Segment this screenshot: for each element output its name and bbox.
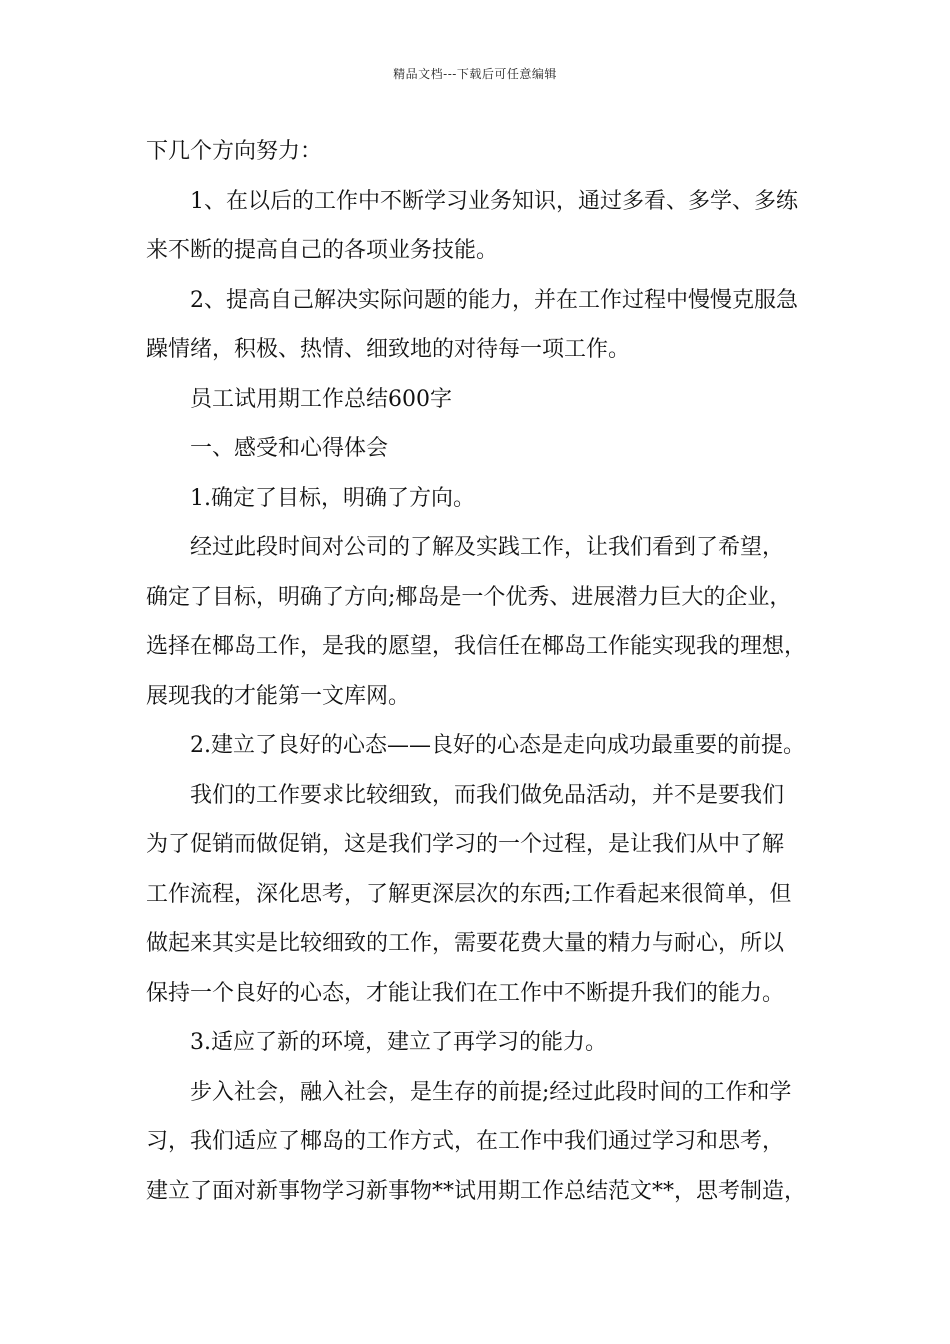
text-line: 确定了目标，明确了方向;椰岛是一个优秀、进展潜力巨大的企业， [146, 584, 792, 610]
text-line: 为了促销而做促销，这是我们学习的一个过程，是让我们从中了解 [146, 832, 785, 857]
section-title: 员工试用期工作总结600字 [190, 386, 452, 412]
text-line: 下几个方向努力： [146, 139, 323, 164]
subsection-heading: 1.确定了目标，明确了方向。 [190, 485, 475, 511]
text-line: 来不断的提高自己的各项业务技能。 [146, 238, 499, 263]
text-line: 2、提高自己解决实际问题的能力，并在工作过程中慢慢克服急 [190, 287, 798, 313]
text-line: 我们的工作要求比较细致，而我们做免品活动，并不是要我们 [190, 782, 785, 808]
text-line: 习，我们适应了椰岛的工作方式，在工作中我们通过学习和思考， [146, 1129, 785, 1154]
text-line: 步入社会，融入社会，是生存的前提;经过此段时间的工作和学 [190, 1079, 792, 1105]
page-header: 精品文档---下载后可任意编辑 [393, 67, 557, 81]
text-line: 经过此段时间对公司的了解及实践工作，让我们看到了希望， [190, 535, 785, 560]
subsection-heading: 2.建立了良好的心态——良好的心态是走向成功最重要的前提。 [190, 733, 805, 758]
document-body [146, 127, 826, 1216]
text-line: 1、在以后的工作中不断学习业务知识，通过多看、多学、多练 [190, 188, 798, 214]
subsection-heading: 3.适应了新的环境，建立了再学习的能力。 [190, 1030, 607, 1055]
text-line: 做起来其实是比较细致的工作，需要花费大量的精力与耐心，所以 [146, 931, 785, 956]
text-line: 保持一个良好的心态，才能让我们在工作中不断提升我们的能力。 [146, 980, 785, 1006]
text-line: 选择在椰岛工作，是我的愿望，我信任在椰岛工作能实现我的理想， [146, 634, 807, 659]
text-line: 展现我的才能第一文库网。 [146, 683, 411, 709]
text-line: 建立了面对新事物学习新事物**试用期工作总结范文**，思考制造， [146, 1178, 807, 1204]
section-heading: 一、感受和心得体会 [190, 436, 389, 461]
text-line: 躁情绪，积极、热情、细致地的对待每一项工作。 [146, 337, 631, 362]
text-line: 工作流程，深化思考，了解更深层次的东西;工作看起来很简单，但 [146, 881, 792, 907]
